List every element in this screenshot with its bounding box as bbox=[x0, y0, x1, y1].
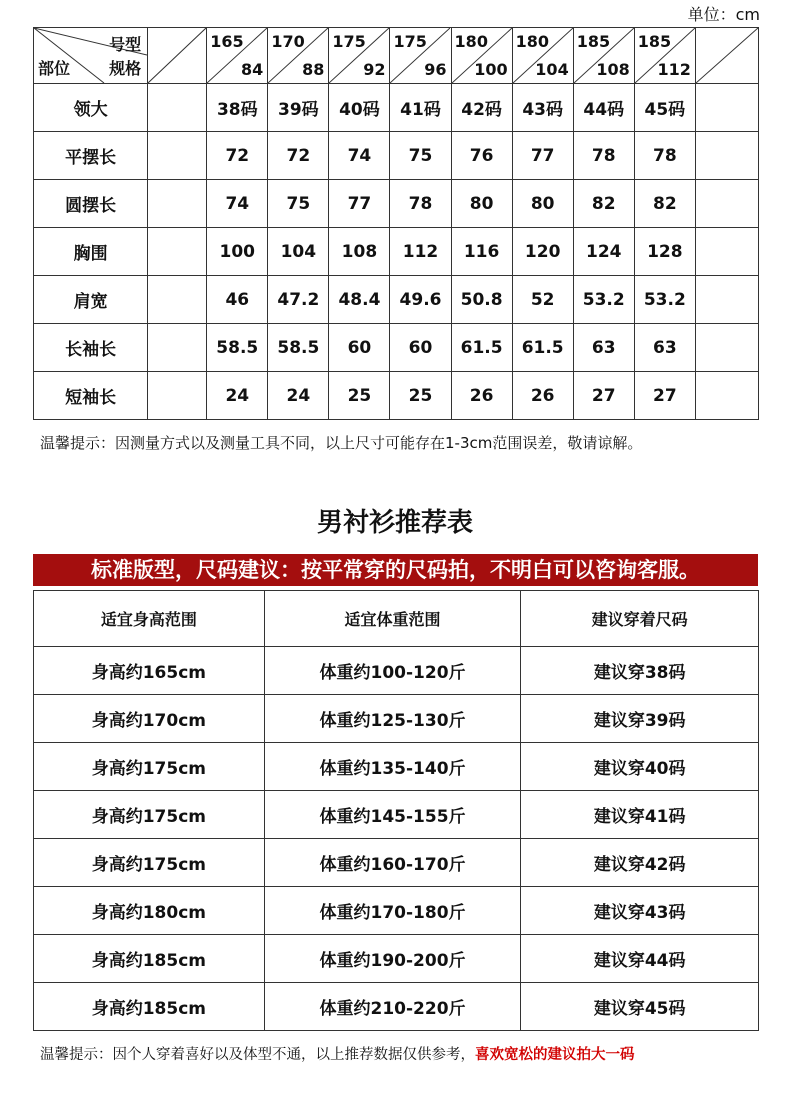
empty-cell bbox=[148, 84, 207, 132]
size-header-cell bbox=[634, 28, 695, 84]
measurement-label: 长袖长 bbox=[34, 324, 148, 372]
measurement-label: 领大 bbox=[34, 84, 148, 132]
size-height: 185 bbox=[576, 32, 611, 51]
empty-cell bbox=[695, 132, 758, 180]
measurement-value: 25 bbox=[390, 372, 451, 420]
measurement-value: 74 bbox=[207, 180, 268, 228]
measurement-value: 53.2 bbox=[573, 276, 634, 324]
rec-header-row bbox=[34, 591, 759, 647]
size-height: 180 bbox=[515, 32, 550, 51]
measurement-value: 53.2 bbox=[634, 276, 695, 324]
rec-header-height: 适宜身高范围 bbox=[34, 591, 265, 647]
rec-size-cell: 建议穿45码 bbox=[521, 983, 759, 1031]
measurement-value: 43码 bbox=[512, 84, 573, 132]
rec-row bbox=[34, 935, 759, 983]
measurement-value: 61.5 bbox=[451, 324, 512, 372]
rec-row bbox=[34, 983, 759, 1031]
measurement-value: 112 bbox=[390, 228, 451, 276]
rec-height-cell: 身高约165cm bbox=[34, 647, 265, 695]
rec-row bbox=[34, 647, 759, 695]
size-height: 185 bbox=[637, 32, 672, 51]
measurement-value: 76 bbox=[451, 132, 512, 180]
size-header-cell bbox=[207, 28, 268, 84]
empty-cell bbox=[148, 372, 207, 420]
measurement-value: 82 bbox=[573, 180, 634, 228]
rec-size-cell: 建议穿43码 bbox=[521, 887, 759, 935]
measurement-value: 26 bbox=[512, 372, 573, 420]
rec-header-weight: 适宜体重范围 bbox=[264, 591, 521, 647]
size-row bbox=[34, 132, 759, 180]
size-header-cell bbox=[268, 28, 329, 84]
size-chest: 84 bbox=[241, 60, 264, 79]
rec-height-cell: 身高约170cm bbox=[34, 695, 265, 743]
measurement-value: 60 bbox=[390, 324, 451, 372]
rec-row bbox=[34, 839, 759, 887]
size-chest: 88 bbox=[302, 60, 325, 79]
rec-size-cell: 建议穿42码 bbox=[521, 839, 759, 887]
measurement-value: 78 bbox=[634, 132, 695, 180]
measurement-value: 124 bbox=[573, 228, 634, 276]
measurement-value: 27 bbox=[573, 372, 634, 420]
measurement-value: 39码 bbox=[268, 84, 329, 132]
rec-size-cell: 建议穿39码 bbox=[521, 695, 759, 743]
measurement-label: 短袖长 bbox=[34, 372, 148, 420]
measurement-label: 圆摆长 bbox=[34, 180, 148, 228]
measurement-value: 42码 bbox=[451, 84, 512, 132]
rec-row bbox=[34, 791, 759, 839]
size-height: 175 bbox=[332, 32, 366, 51]
rec-size-cell: 建议穿41码 bbox=[521, 791, 759, 839]
measurement-value: 116 bbox=[451, 228, 512, 276]
rec-weight-cell: 体重约125-130斤 bbox=[264, 695, 521, 743]
measurement-value: 52 bbox=[512, 276, 573, 324]
measurement-value: 78 bbox=[573, 132, 634, 180]
size-table-body bbox=[34, 84, 759, 420]
rec-weight-cell: 体重约190-200斤 bbox=[264, 935, 521, 983]
size-height: 170 bbox=[271, 32, 305, 51]
rec-row bbox=[34, 743, 759, 791]
empty-cell bbox=[695, 324, 758, 372]
measurement-value: 72 bbox=[268, 132, 329, 180]
measurement-value: 50.8 bbox=[451, 276, 512, 324]
size-height: 175 bbox=[393, 32, 427, 51]
measurement-value: 61.5 bbox=[512, 324, 573, 372]
measurement-value: 27 bbox=[634, 372, 695, 420]
size-chest: 92 bbox=[363, 60, 386, 79]
size-row bbox=[34, 228, 759, 276]
rec-row bbox=[34, 887, 759, 935]
size-header-cell bbox=[451, 28, 512, 84]
unit-label: 单位：cm bbox=[687, 5, 760, 24]
note-text: 温馨提示：因个人穿着喜好以及体型不通，以上推荐数据仅供参考， bbox=[40, 1047, 475, 1063]
recommendation-title: 男衬衫推荐表 bbox=[316, 508, 473, 538]
rec-size-cell: 建议穿44码 bbox=[521, 935, 759, 983]
measurement-value: 24 bbox=[268, 372, 329, 420]
measurement-value: 77 bbox=[512, 132, 573, 180]
rec-weight-cell: 体重约210-220斤 bbox=[264, 983, 521, 1031]
header-part-label: 部位 bbox=[38, 59, 71, 78]
measurement-value: 60 bbox=[329, 324, 390, 372]
recommendation-note bbox=[40, 1043, 635, 1064]
empty-cell bbox=[148, 180, 207, 228]
measurement-value: 63 bbox=[573, 324, 634, 372]
empty-cell bbox=[695, 372, 758, 420]
rec-weight-cell: 体重约135-140斤 bbox=[264, 743, 521, 791]
size-header-cell bbox=[573, 28, 634, 84]
measurement-value: 38码 bbox=[207, 84, 268, 132]
measurement-value: 100 bbox=[207, 228, 268, 276]
rec-height-cell: 身高约175cm bbox=[34, 839, 265, 887]
size-row bbox=[34, 324, 759, 372]
size-row bbox=[34, 276, 759, 324]
size-chart-table bbox=[33, 27, 759, 420]
measurement-label: 胸围 bbox=[34, 228, 148, 276]
measurement-value: 24 bbox=[207, 372, 268, 420]
size-header-row bbox=[34, 28, 759, 84]
measurement-value: 75 bbox=[268, 180, 329, 228]
measurement-value: 25 bbox=[329, 372, 390, 420]
measurement-label: 平摆长 bbox=[34, 132, 148, 180]
measurement-value: 120 bbox=[512, 228, 573, 276]
measurement-value: 80 bbox=[512, 180, 573, 228]
measurement-value: 78 bbox=[390, 180, 451, 228]
size-chest: 108 bbox=[596, 60, 630, 79]
measurement-value: 48.4 bbox=[329, 276, 390, 324]
size-row bbox=[34, 180, 759, 228]
measurement-value: 41码 bbox=[390, 84, 451, 132]
measurement-value: 104 bbox=[268, 228, 329, 276]
measurement-label: 肩宽 bbox=[34, 276, 148, 324]
rec-size-cell: 建议穿38码 bbox=[521, 647, 759, 695]
rec-height-cell: 身高约185cm bbox=[34, 935, 265, 983]
size-row bbox=[34, 372, 759, 420]
measurement-value: 26 bbox=[451, 372, 512, 420]
measurement-value: 46 bbox=[207, 276, 268, 324]
measurement-value: 72 bbox=[207, 132, 268, 180]
empty-cell bbox=[148, 276, 207, 324]
rec-height-cell: 身高约180cm bbox=[34, 887, 265, 935]
advice-banner: 标准版型，尺码建议：按平常穿的尺码拍，不明白可以咨询客服。 bbox=[33, 554, 758, 586]
measurement-value: 44码 bbox=[573, 84, 634, 132]
size-header-cell bbox=[390, 28, 451, 84]
rec-size-cell: 建议穿40码 bbox=[521, 743, 759, 791]
measurement-note: 温馨提示：因测量方式以及测量工具不同，以上尺寸可能存在1-3cm范围误差，敬请谅解。 bbox=[40, 434, 643, 452]
measurement-value: 128 bbox=[634, 228, 695, 276]
measurement-value: 40码 bbox=[329, 84, 390, 132]
empty-cell bbox=[148, 228, 207, 276]
size-chest: 96 bbox=[424, 60, 447, 79]
measurement-value: 58.5 bbox=[268, 324, 329, 372]
empty-cell bbox=[695, 84, 758, 132]
measurement-value: 77 bbox=[329, 180, 390, 228]
rec-header-size: 建议穿着尺码 bbox=[521, 591, 759, 647]
measurement-value: 108 bbox=[329, 228, 390, 276]
empty-cell bbox=[148, 324, 207, 372]
size-header-cell bbox=[329, 28, 390, 84]
rec-weight-cell: 体重约100-120斤 bbox=[264, 647, 521, 695]
measurement-value: 75 bbox=[390, 132, 451, 180]
rec-weight-cell: 体重约160-170斤 bbox=[264, 839, 521, 887]
measurement-value: 82 bbox=[634, 180, 695, 228]
size-height: 165 bbox=[210, 32, 244, 51]
rec-height-cell: 身高约185cm bbox=[34, 983, 265, 1031]
note-highlight: 喜欢宽松的建议拍大一码 bbox=[475, 1047, 635, 1063]
size-header-cell bbox=[512, 28, 573, 84]
empty-header-cell bbox=[148, 28, 207, 84]
measurement-value: 47.2 bbox=[268, 276, 329, 324]
header-spec-label: 规格 bbox=[109, 59, 142, 78]
measurement-value: 63 bbox=[634, 324, 695, 372]
rec-weight-cell: 体重约170-180斤 bbox=[264, 887, 521, 935]
recommendation-table bbox=[33, 590, 759, 1031]
size-chest: 104 bbox=[535, 60, 569, 79]
rec-weight-cell: 体重约145-155斤 bbox=[264, 791, 521, 839]
size-row bbox=[34, 84, 759, 132]
empty-cell bbox=[695, 276, 758, 324]
measurement-value: 58.5 bbox=[207, 324, 268, 372]
header-size-label: 号型 bbox=[109, 35, 142, 54]
size-chest: 112 bbox=[657, 60, 691, 79]
diagonal-header-cell bbox=[34, 28, 148, 84]
measurement-value: 80 bbox=[451, 180, 512, 228]
size-chest: 100 bbox=[474, 60, 508, 79]
measurement-value: 49.6 bbox=[390, 276, 451, 324]
empty-cell bbox=[148, 132, 207, 180]
rec-table-body bbox=[34, 647, 759, 1031]
empty-cell bbox=[695, 180, 758, 228]
empty-cell bbox=[695, 228, 758, 276]
empty-header-cell bbox=[695, 28, 758, 84]
measurement-value: 45码 bbox=[634, 84, 695, 132]
measurement-value: 74 bbox=[329, 132, 390, 180]
rec-height-cell: 身高约175cm bbox=[34, 743, 265, 791]
rec-row bbox=[34, 695, 759, 743]
size-height: 180 bbox=[454, 32, 488, 51]
rec-height-cell: 身高约175cm bbox=[34, 791, 265, 839]
